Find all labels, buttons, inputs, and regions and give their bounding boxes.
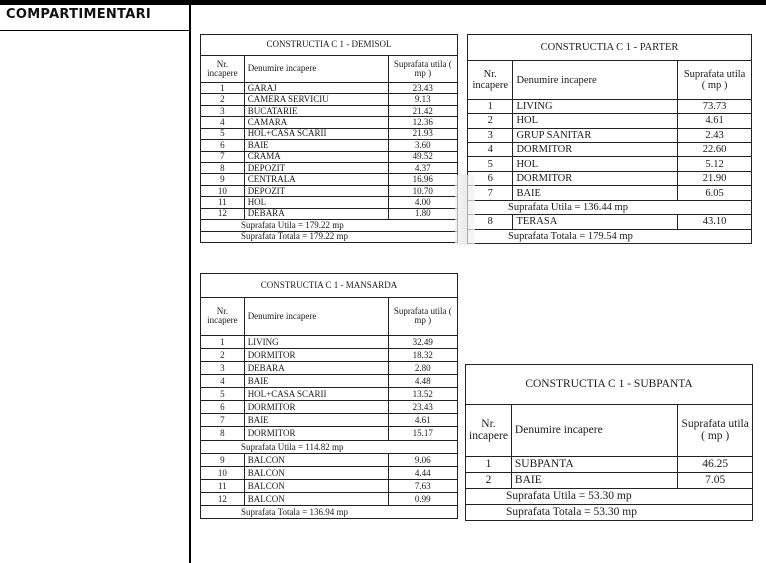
table-row <box>201 140 458 151</box>
row-area: 18.32 <box>388 348 457 361</box>
row-area: 49.52 <box>388 151 457 162</box>
row-name: DORMITOR <box>244 348 388 361</box>
table-row <box>201 401 458 414</box>
row-area: 4.44 <box>388 466 457 479</box>
row-name: BAIE <box>513 186 678 200</box>
header-nr: Nr. incapere <box>201 297 245 335</box>
row-name: BAIE <box>244 140 388 151</box>
row-area: 7.05 <box>678 472 753 488</box>
row-area: 4.48 <box>388 375 457 388</box>
page-title: COMPARTIMENTARI <box>6 7 152 22</box>
row-name: BALCON <box>244 492 388 505</box>
scan-shadow <box>455 175 475 245</box>
table-row <box>201 388 458 401</box>
row-nr: 9 <box>201 453 245 466</box>
row-name: GRUP SANITAR <box>513 128 678 142</box>
header-nr: Nr. incapere <box>468 61 513 99</box>
top-border <box>0 0 766 5</box>
row-area: 2.80 <box>388 362 457 375</box>
table-row <box>201 362 458 375</box>
table-row <box>468 186 752 200</box>
table-row <box>468 99 752 113</box>
row-nr: 1 <box>201 335 245 348</box>
table-row <box>468 128 752 142</box>
column-divider <box>189 5 191 563</box>
row-nr: 8 <box>201 162 245 173</box>
row-name: BAIE <box>244 414 388 427</box>
table-row <box>201 414 458 427</box>
row-area: 21.42 <box>388 105 457 116</box>
row-area: 9.13 <box>388 94 457 105</box>
table-row <box>201 375 458 388</box>
row-area: 22.60 <box>678 143 752 157</box>
table-row <box>468 157 752 171</box>
table-row <box>201 83 458 94</box>
row-nr: 8 <box>201 427 245 440</box>
table-demisol <box>200 34 458 243</box>
row-area: 43.10 <box>678 215 752 229</box>
total-totala: Suprafata Totala = 136.94 mp <box>201 505 458 518</box>
total-totala: Suprafata Totala = 179.22 mp <box>201 231 458 242</box>
table-row <box>201 466 458 479</box>
row-area: 4.00 <box>388 197 457 208</box>
row-nr: 4 <box>201 117 245 128</box>
table-row <box>201 117 458 128</box>
row-name: CAMERA SERVICIU <box>244 94 388 105</box>
row-nr: 2 <box>468 114 513 128</box>
table-row <box>201 492 458 505</box>
row-name: CAMARA <box>244 117 388 128</box>
total-utila: Suprafata Utila = 53.30 mp <box>466 488 753 504</box>
row-name: CENTRALA <box>244 174 388 185</box>
row-name: HOL+CASA SCARII <box>244 128 388 139</box>
header-area: Suprafata utila ( mp ) <box>388 55 457 82</box>
row-nr: 4 <box>468 143 513 157</box>
table-row <box>201 348 458 361</box>
row-name: DEBARA <box>244 208 388 220</box>
header-area: Suprafata utila ( mp ) <box>388 297 457 335</box>
header-name: Denumire incapere <box>511 404 677 456</box>
table-row <box>201 185 458 196</box>
table-title: CONSTRUCTIA C 1 - PARTER <box>468 35 752 61</box>
row-name: HOL <box>513 114 678 128</box>
table-row <box>201 105 458 116</box>
row-name: HOL <box>244 197 388 208</box>
table-row <box>201 427 458 440</box>
header-name: Denumire incapere <box>244 55 388 82</box>
row-nr: 1 <box>468 99 513 113</box>
row-nr: 10 <box>201 466 245 479</box>
row-name: BUCATARIE <box>244 105 388 116</box>
row-nr: 11 <box>201 479 245 492</box>
row-area: 6.05 <box>678 186 752 200</box>
row-area: 13.52 <box>388 388 457 401</box>
row-nr: 7 <box>468 186 513 200</box>
row-nr: 8 <box>468 215 513 229</box>
row-nr: 6 <box>201 401 245 414</box>
title-underline <box>0 30 189 31</box>
header-nr: Nr. incapere <box>201 55 245 82</box>
row-name: DEBARA <box>244 362 388 375</box>
row-area: 5.12 <box>678 157 752 171</box>
row-name: BALCON <box>244 453 388 466</box>
row-nr: 2 <box>201 348 245 361</box>
row-nr: 12 <box>201 492 245 505</box>
header-area: Suprafata utila ( mp ) <box>678 61 752 99</box>
row-nr: 3 <box>201 362 245 375</box>
row-name: LIVING <box>244 335 388 348</box>
table-row <box>201 453 458 466</box>
row-nr: 4 <box>201 375 245 388</box>
row-nr: 2 <box>466 472 512 488</box>
table-title: CONSTRUCTIA C 1 - MANSARDA <box>201 274 458 298</box>
row-name: SUBPANTA <box>511 456 677 472</box>
row-area: 4.37 <box>388 162 457 173</box>
table-title: CONSTRUCTIA C 1 - DEMISOL <box>201 35 458 56</box>
table-mansarda <box>200 273 458 519</box>
row-name: TERASA <box>513 215 678 229</box>
total-utila: Suprafata Utila = 136.44 mp <box>468 200 752 214</box>
row-nr: 1 <box>466 456 512 472</box>
row-area: 12.36 <box>388 117 457 128</box>
table-subpanta <box>465 364 753 521</box>
row-nr: 6 <box>468 171 513 185</box>
table-row <box>201 128 458 139</box>
row-area: 0.99 <box>388 492 457 505</box>
total-utila: Suprafata Utila = 179.22 mp <box>201 220 458 231</box>
row-name: GARAJ <box>244 83 388 94</box>
row-nr: 2 <box>201 94 245 105</box>
table-row <box>201 197 458 208</box>
header-nr: Nr. incapere <box>466 404 512 456</box>
row-area: 21.90 <box>678 171 752 185</box>
row-area: 4.61 <box>678 114 752 128</box>
row-nr: 3 <box>468 128 513 142</box>
row-name: DEPOZIT <box>244 185 388 196</box>
row-name: BAIE <box>244 375 388 388</box>
row-nr: 12 <box>201 208 245 220</box>
row-nr: 5 <box>468 157 513 171</box>
table-parter <box>467 34 752 244</box>
table-row <box>468 114 752 128</box>
table-row <box>201 335 458 348</box>
table-row <box>201 208 458 220</box>
row-name: CRAMA <box>244 151 388 162</box>
header-name: Denumire incapere <box>513 61 678 99</box>
row-name: LIVING <box>513 99 678 113</box>
row-nr: 7 <box>201 151 245 162</box>
row-name: DEPOZIT <box>244 162 388 173</box>
row-name: HOL+CASA SCARII <box>244 388 388 401</box>
row-area: 32.49 <box>388 335 457 348</box>
table-row <box>201 94 458 105</box>
row-area: 4.61 <box>388 414 457 427</box>
table-row <box>466 456 753 472</box>
row-area: 16.96 <box>388 174 457 185</box>
row-area: 21.93 <box>388 128 457 139</box>
table-row <box>201 151 458 162</box>
table-row <box>201 162 458 173</box>
row-area: 15.17 <box>388 427 457 440</box>
row-area: 1.80 <box>388 208 457 220</box>
row-area: 10.70 <box>388 185 457 196</box>
row-nr: 3 <box>201 105 245 116</box>
row-name: BALCON <box>244 466 388 479</box>
total-utila: Suprafata Utila = 114.82 mp <box>201 440 458 453</box>
row-name: DORMITOR <box>513 171 678 185</box>
total-totala: Suprafata Totala = 179.54 mp <box>468 229 752 243</box>
row-nr: 1 <box>201 83 245 94</box>
table-row <box>468 171 752 185</box>
row-area: 23.43 <box>388 83 457 94</box>
row-area: 9.06 <box>388 453 457 466</box>
row-area: 73.73 <box>678 99 752 113</box>
total-totala: Suprafata Totala = 53.30 mp <box>466 504 753 520</box>
table-row <box>466 472 753 488</box>
header-area: Suprafata utila ( mp ) <box>678 404 753 456</box>
row-name: BAIE <box>511 472 677 488</box>
row-area: 2.43 <box>678 128 752 142</box>
table-row <box>201 174 458 185</box>
row-nr: 7 <box>201 414 245 427</box>
row-area: 23.43 <box>388 401 457 414</box>
table-row <box>201 479 458 492</box>
row-name: DORMITOR <box>244 427 388 440</box>
row-name: BALCON <box>244 479 388 492</box>
row-name: DORMITOR <box>513 143 678 157</box>
row-nr: 11 <box>201 197 245 208</box>
row-nr: 9 <box>201 174 245 185</box>
row-area: 3.60 <box>388 140 457 151</box>
header-name: Denumire incapere <box>244 297 388 335</box>
row-name: DORMITOR <box>244 401 388 414</box>
table-row <box>468 143 752 157</box>
row-nr: 10 <box>201 185 245 196</box>
row-area: 7.63 <box>388 479 457 492</box>
row-nr: 6 <box>201 140 245 151</box>
row-nr: 5 <box>201 128 245 139</box>
row-nr: 5 <box>201 388 245 401</box>
row-area: 46.25 <box>678 456 753 472</box>
row-name: HOL <box>513 157 678 171</box>
table-title: CONSTRUCTIA C 1 - SUBPANTA <box>466 365 753 405</box>
